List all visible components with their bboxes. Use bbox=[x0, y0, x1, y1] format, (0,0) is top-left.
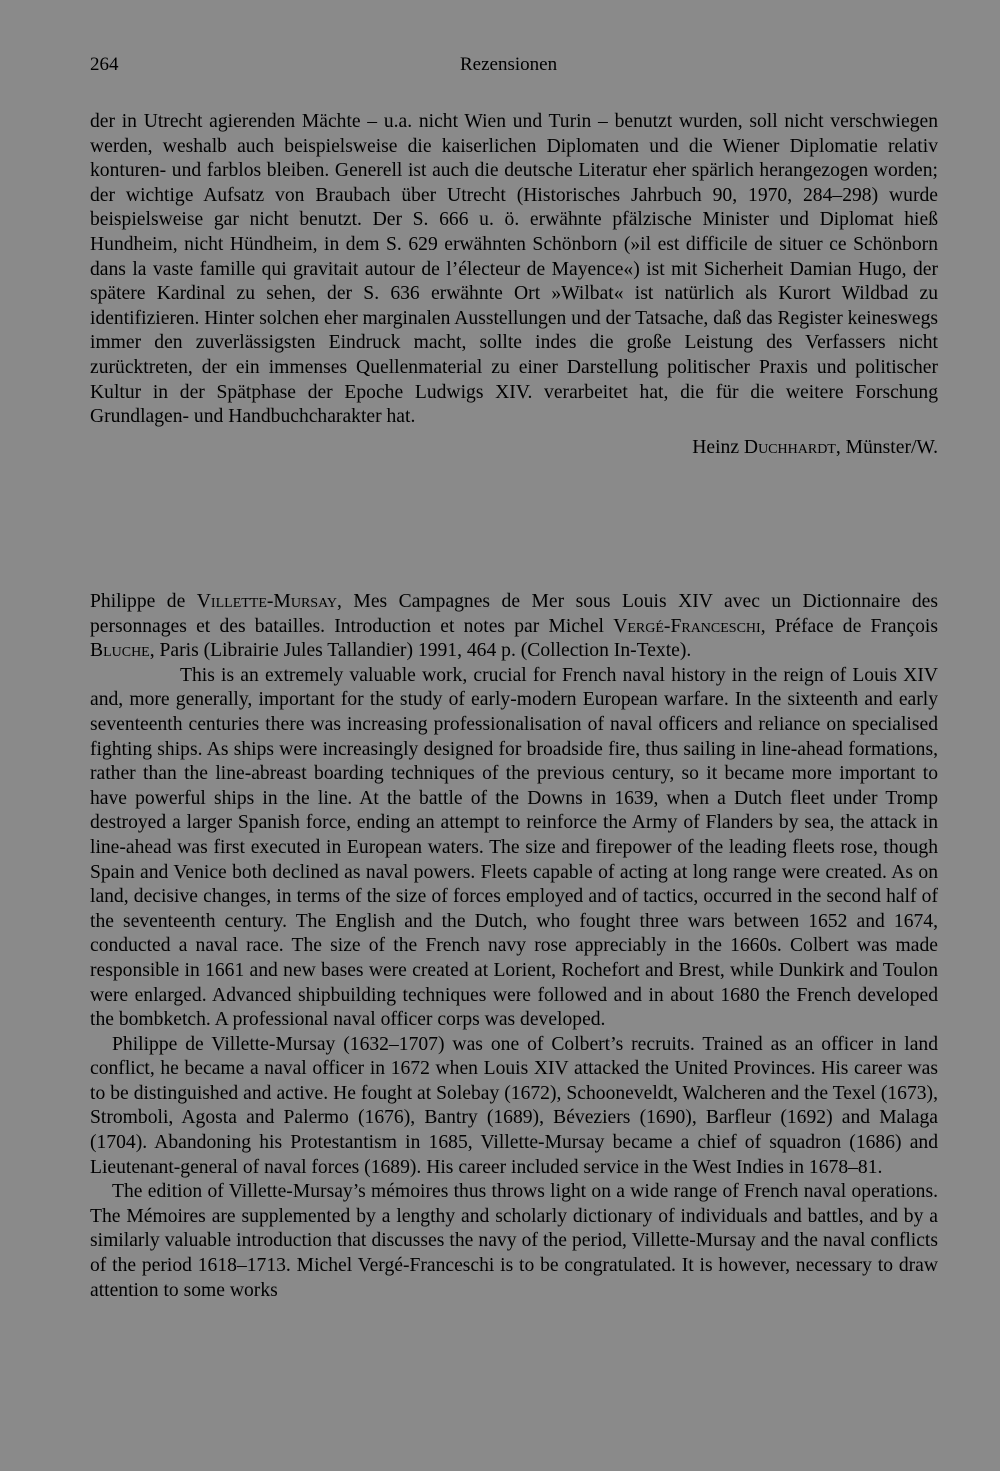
author-first-name: Philippe de bbox=[90, 591, 197, 612]
review-paragraph: This is an extremely valuable work, crucial for French naval history in the reign of Louis XIV and, more generally, important for the study of early-modern European warfare. In the sixteenth and early seventeenth centuries there was increasing professionalisation of naval officers and reliance on specialised fighting ships. As ships were increasingly designed for broadside fire, thus sailing in line-ahead formations, rather than the line-abreast boarding techniques of the previous century, so it became more important to have powerful ships in the line. At the battle of the Downs in 1639, when a Dutch fleet under Tromp destroyed a larger Spanish force, ending an attempt to reinforce the Army of Flanders by sea, the attack in line-ahead was first executed in European waters. The size and firepower of the leading fleets rose, though Spain and Venice both declined as naval powers. Fleets capable of acting at long range were created. As on land, decisive changes, in terms of the size of forces employed and of tactics, occurred in the second half of the seventeenth century. The English and the Dutch, who fought three wars between 1652 and 1674, conducted a naval race. The size of the French navy rose appreciably in the 1660s. Colbert was made responsible in 1661 and new bases were created at Lorient, Rochefort and Brest, while Dunkirk and Toulon were enlarged. Advanced shipbuilding techniques were followed and in about 1680 the French developed the bombketch. A professional naval officer corps was developed. bbox=[90, 664, 938, 1031]
reviewer-first-name: Heinz bbox=[692, 436, 744, 458]
preface-author-surname: Bluche bbox=[90, 640, 150, 662]
author-surname: Villette-Mursay bbox=[196, 591, 338, 612]
preface-label: , Préface de François bbox=[760, 615, 938, 637]
review-continuation bbox=[90, 110, 938, 460]
review-paragraph: The edition of Villette-Mursay’s mémoires thus throws light on a wide range of French naval operations. The Mémoires are supplemented by a lengthy and scholarly dictionary of individuals and battles, and by a similarly valuable introduction that discusses the navy of the period, Villette-Mursay and the naval conflicts of the period 1618–1713. Michel Vergé-Franceschi is to be congratulated. It is however, necessary to draw attention to some works bbox=[90, 1181, 938, 1301]
editor-surname: Vergé-Franceschi bbox=[613, 615, 761, 637]
book-title: , Mes Campagnes de Mer sous Louis XIV avec un Dictionnaire des personnages et des batailles. Introduction et notes par Michel bbox=[90, 591, 938, 637]
reviewer-signature bbox=[90, 436, 938, 461]
page-number: 264 bbox=[90, 54, 119, 75]
publication-details: , Paris (Librairie Jules Tallandier) 1991, 464 p. (Collection In-Texte). bbox=[149, 640, 692, 662]
review-entry bbox=[90, 590, 938, 1303]
running-title: Rezensionen bbox=[460, 54, 558, 75]
review-paragraph: Philippe de Villette-Mursay (1632–1707) was one of Colbert’s recruits. Trained as an officer in land conflict, he became a naval officer in 1672 when Louis XIV attacked the United Provinces. His career was to be distinguished and active. He fought at Solebay (1672), Schooneveldt, Walcheren and the Texel (1673), Stromboli, Agosta and Palermo (1676), Bantry (1689), Béveziers (1690), Barfleur (1692) and Malaga (1704). Abandoning his Protestantism in 1685, Villette-Mursay became a chief of squadron (1686) and Lieutenant-general of naval forces (1689). His career included service in the West Indies in 1678–81. bbox=[90, 1033, 938, 1178]
review-heading bbox=[90, 590, 938, 664]
review-paragraph: der in Utrecht agierenden Mächte – u.a. nicht Wien und Turin – benutzt wurden, soll nicht verschwiegen werden, weshalb auch beispielsweise die kaiserlichen Diplomaten und die Wiener Diplomatie relativ konturen- und farblos bleiben. Generell ist auch die deutsche Literatur eher spärlich herangezogen worden; der wichtige Aufsatz von Braubach über Utrecht (Historisches Jahrbuch 90, 1970, 284–298) wurde beispielsweise gar nicht benutzt. Der S. 666 u. ö. erwähnte pfälzische Minister und Diplomat hieß Hundheim, nicht Hündheim, in dem S. 629 erwähnten Schönborn (»il est difficile de situer ce Schönborn dans la vaste famille qui gravitait autour de l’électeur de Mayence«) ist mit Sicherheit Damian Hugo, der spätere Kardinal zu sehen, der S. 636 erwähnte Ort »Wilbat« ist natürlich als Kurort Wildbad zu identifizieren. Hinter solchen eher marginalen Ausstellungen und der Tatsache, daß das Register keineswegs immer den zuverlässigsten Eindruck macht, sollte indes die große Leistung des Verfassers nicht zurücktreten, der ein immenses Quellenmaterial zu einer Darstellung politischer Praxis und politischer Kultur in der Spätphase der Epoche Ludwigs XIV. verarbeitet hat, die für die weitere Forschung Grundlagen- und Handbuchcharakter hat. bbox=[90, 111, 938, 428]
running-header bbox=[90, 54, 938, 84]
reviewer-surname: Duchhardt bbox=[743, 436, 836, 458]
reviewer-place: , Münster/W. bbox=[835, 436, 938, 458]
